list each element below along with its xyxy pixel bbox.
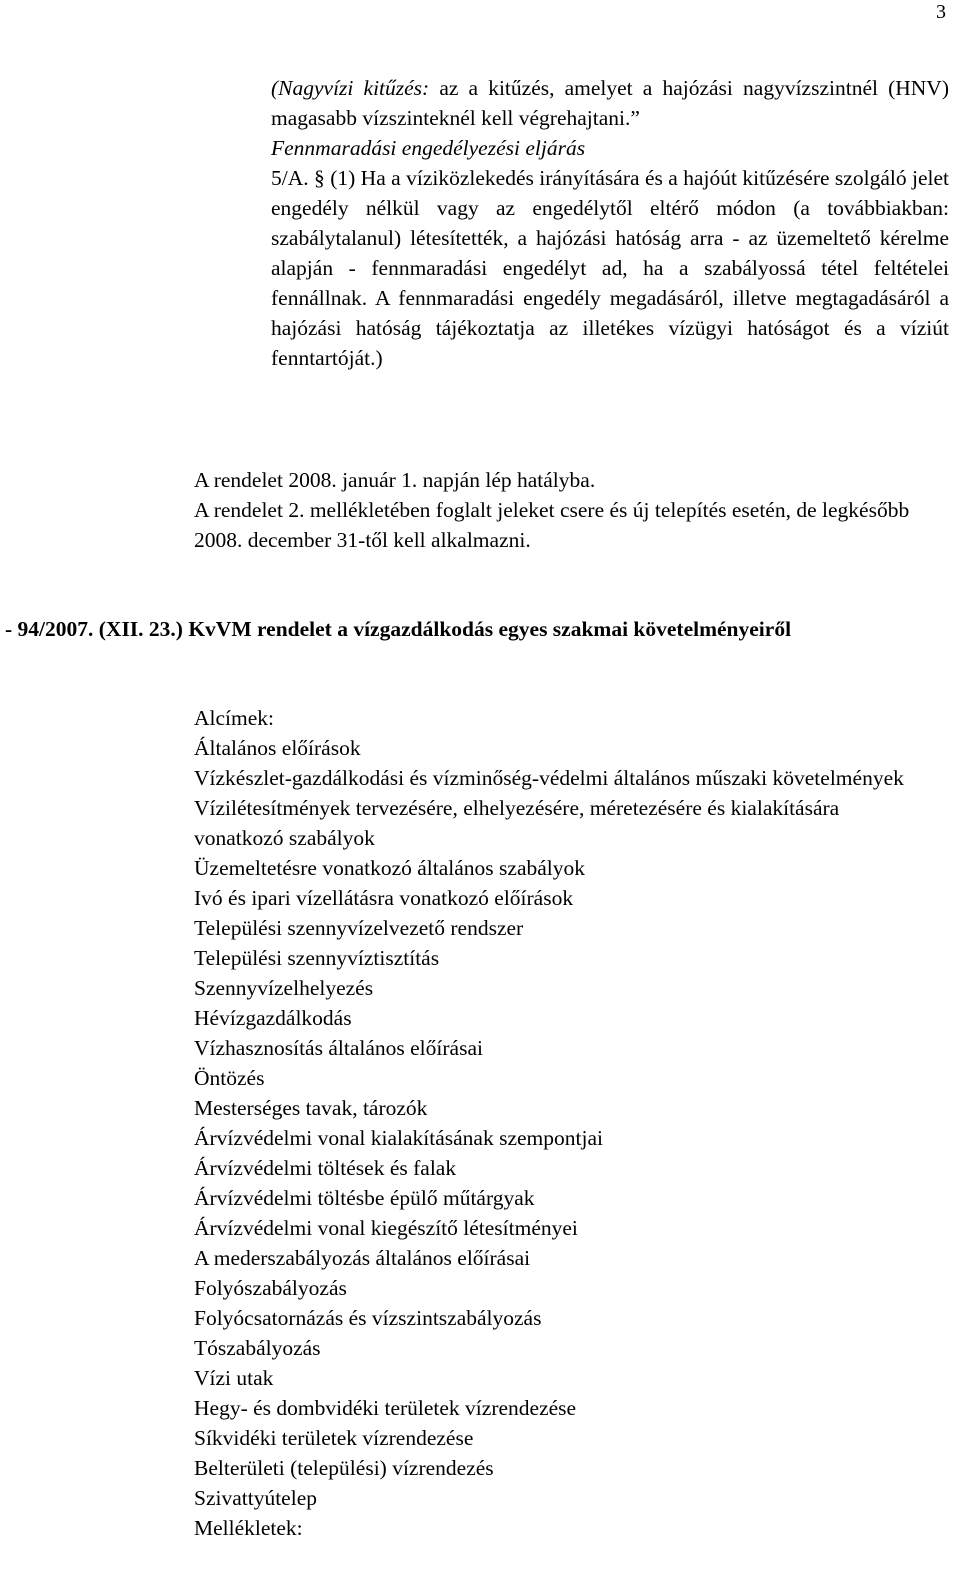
subtitle-item: Vízilétesítmények tervezésére, elhelyezésére, méretezésére és kialakítására vonatkozó szabályok [194, 796, 840, 850]
attachments-label: Mellékletek: [194, 1516, 303, 1540]
subtitle-item: Árvízvédelmi töltések és falak [194, 1156, 457, 1180]
subtitle-item: Általános előírások [194, 736, 361, 760]
effective-block [194, 465, 934, 555]
section-title: Fennmaradási engedélyezési eljárás [271, 136, 586, 160]
subtitle-item: Hévízgazdálkodás [194, 1006, 352, 1030]
subtitle-item: Vízi utak [194, 1366, 274, 1390]
subtitle-item: Vízkészlet-gazdálkodási és vízminőség-védelmi általános műszaki követelmények [194, 766, 904, 790]
section-paragraph: 5/A. § (1) Ha a víziközlekedés irányítására és a hajóút kitűzésére szolgáló jelet engedély nélkül vagy az engedélytől eltérő módon (a továbbiakban: szabálytalanul) létesítették, a hajózási hatóság arra - az üzemeltető kérelme alapján - fennmaradási engedélyt ad, ha a szabályossá tétel feltételei fennállnak. A fennmaradási engedély megadásáról, illetve megtagadásáról a hajózási hatóság tájékoztatja az illetékes vízügyi hatóságot és a víziút fenntartóját.) [271, 166, 949, 370]
subtitle-item: Hegy- és dombvidéki területek vízrendezése [194, 1396, 577, 1420]
subtitle-item: Belterületi (települési) vízrendezés [194, 1456, 494, 1480]
definition-term: (Nagyvízi kitűzés: [271, 76, 430, 100]
subtitle-item: Települési szennyvíztisztítás [194, 946, 440, 970]
subtitle-item: Folyócsatornázás és vízszintszabályozás [194, 1306, 542, 1330]
subtitle-item: Folyószabályozás [194, 1276, 347, 1300]
subtitles-list [194, 733, 934, 1513]
subtitles-block [194, 703, 934, 1543]
subtitle-item: Üzemeltetésre vonatkozó általános szabályok [194, 856, 586, 880]
subtitle-item: Öntözés [194, 1066, 265, 1090]
subtitle-item: Ivó és ipari vízellátásra vonatkozó előírások [194, 886, 574, 910]
definition-paragraph [271, 73, 949, 133]
subtitle-item: Árvízvédelmi vonal kiegészítő létesítményei [194, 1216, 578, 1240]
subtitle-item: Árvízvédelmi töltésbe épülő műtárgyak [194, 1186, 535, 1210]
subtitle-item: Szennyvízelhelyezés [194, 976, 374, 1000]
subtitle-item: A mederszabályozás általános előírásai [194, 1246, 531, 1270]
subtitles-label: Alcímek: [194, 706, 275, 730]
subtitle-item: Síkvidéki területek vízrendezése [194, 1426, 474, 1450]
page-number: 3 [936, 1, 946, 23]
definition-text: az a kitűzés, amelyet a hajózási nagyvízszintnél (HNV) magasabb vízszinteknél kell végrehajtani.” [271, 76, 949, 130]
subtitle-item: Szivattyútelep [194, 1486, 317, 1510]
subtitle-item: Tószabályozás [194, 1336, 321, 1360]
subtitle-item: Árvízvédelmi vonal kialakításának szempontjai [194, 1126, 603, 1150]
law-title: - 94/2007. (XII. 23.) KvVM rendelet a vízgazdálkodás egyes szakmai követelményeiről [5, 617, 792, 641]
subtitle-item: Települési szennyvízelvezető rendszer [194, 916, 524, 940]
application-line: A rendelet 2. mellékletében foglalt jeleket csere és új telepítés esetén, de legkésőbb 2008. december 31-től kell alkalmazni. [194, 498, 910, 552]
subtitle-item: Vízhasznosítás általános előírásai [194, 1036, 483, 1060]
amendment-block [271, 73, 949, 373]
subtitle-item: Mesterséges tavak, tározók [194, 1096, 428, 1120]
effective-date-line: A rendelet 2008. január 1. napján lép hatályba. [194, 468, 596, 492]
